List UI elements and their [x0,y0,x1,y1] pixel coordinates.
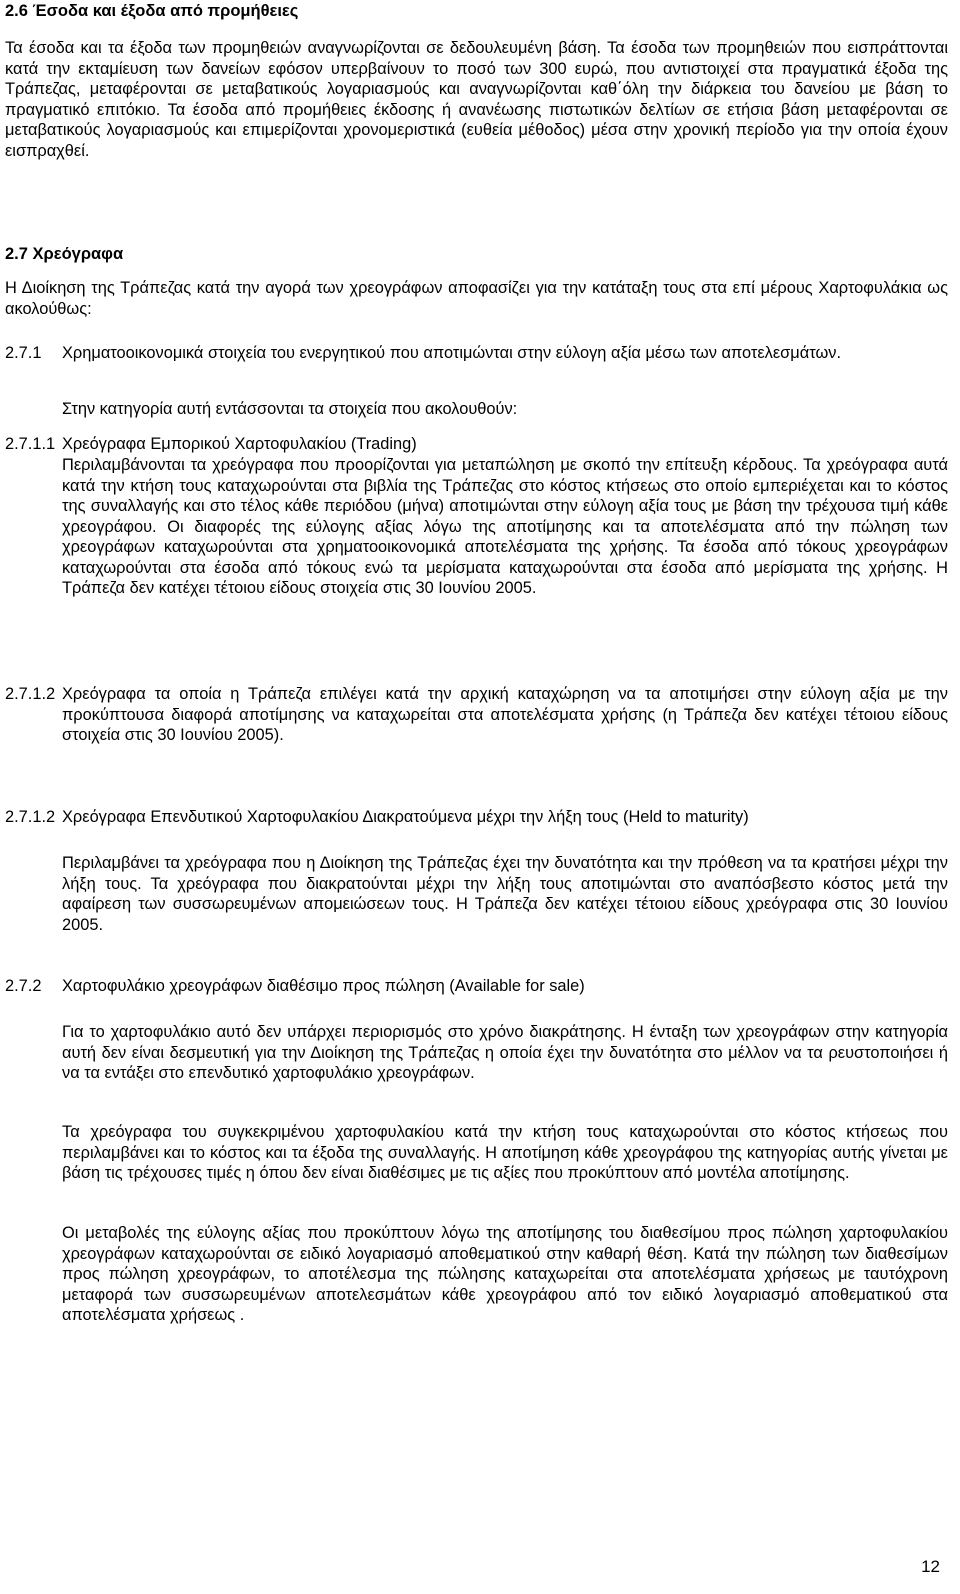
section-2-7-2-number: 2.7.2 [5,977,42,995]
section-2-7-intro: Η Διοίκηση της Τράπεζας κατά την αγορά των χρεογράφων αποφασίζει για την κατάταξη τους στα επί μέρους Χαρτοφυλάκια ως ακολούθως: [5,279,948,318]
section-2-6-title: 2.6 Έσοδα και έξοδα από προμήθειες [5,2,299,20]
section-2-7-1-2a-body: Χρεόγραφα τα οποία η Τράπεζα επιλέγει κατά την αρχική καταχώρηση να τα αποτιμήσει στην εύλογη αξία με την προκύπτουσα διαφορά αποτίμησης να καταχωρείται στα αποτελέσματα χρήσης (η Τράπεζα δεν κατέχει τέτοιου είδους στοιχεία στις 30 Ιουνίου 2005). [62,685,948,744]
section-2-7-title: 2.7 Χρεόγραφα [5,245,124,263]
section-2-7-2-paragraph-1: Για το χαρτοφυλάκιο αυτό δεν υπάρχει περιορισμός στο χρόνο διακράτησης. Η ένταξη των χρεογράφων στην κατηγορία αυτή δεν είναι δεσμευτική για την Διοίκηση της Τράπεζας η οποία έχει την δυνατότητα στο μέλλον να τα ρευστοποιήσει ή να τα εντάξει στο επενδυτικό χαρτοφυλάκιο χρεογράφων. [62,1023,948,1082]
section-2-7-2-paragraph-3: Οι μεταβολές της εύλογης αξίας που προκύπτουν λόγω της αποτίμησης του διαθεσίμου προς πώληση χαρτοφυλακίου χρεογράφων καταχωρούνται σε ειδικό λογαριασμό αποθεματικού στην καθαρή θέση. Κατά την πώληση των διαθεσίμων προς πώληση χρεογράφων, το αποτέλεσμα της πώλησης καταχωρείται στα αποτελέσματα χρήσεως με ταυτόχρονη μεταφορά των συσσωρευμένων αποτελεσμάτων κάθε χρεογράφου από τον ειδικό λογαριασμό αποθεματικού στα αποτελέσματα χρήσεως . [62,1224,948,1324]
section-2-7-2-heading: Χαρτοφυλάκιο χρεογράφων διαθέσιμο προς πώληση (Available for sale) [62,977,585,995]
section-2-7-1-1-body: Περιλαμβάνονται τα χρεόγραφα που προορίζονται για μεταπώληση με σκοπό την επίτευξη κέρδους. Τα χρεόγραφα αυτά κατά την κτήση τους καταχωρούνται στα βιβλία της Τράπεζας στο κόστος κτήσεως στο οποίο εμπεριέχεται και το κόστος της συναλλαγής και στο τέλος κάθε περιόδου (μήνα) αποτιμώνται στην εύλογη αξία τους με βάση την τρέχουσα τιμή κάθε χρεογράφου. Οι διαφορές της εύλογης αξίας λόγω της αποτίμησης και τα αποτελέσματα από την πώληση των χρεογράφων καταχωρούνται στα χρηματοοικονομικά αποτελέσματα της χρήσης. Τα έσοδα από τόκους χρεογράφων καταχωρούνται στα έσοδα από τόκους ενώ τα μερίσματα καταχωρούνται στα έσοδα από μερίσματα της χρήσης. Η Τράπεζα δεν κατέχει τέτοιου είδους στοιχεία στις 30 Ιουνίου 2005. [62,456,948,597]
section-2-7-1-2b-number: 2.7.1.2 [5,808,56,826]
section-2-7-1-2b-heading: Χρεόγραφα Επενδυτικού Χαρτοφυλακίου Διακρατούμενα μέχρι την λήξη τους (Held to maturity) [62,808,749,826]
section-2-7-1-1-number: 2.7.1.1 [5,435,56,453]
section-2-7-1-1-heading: Χρεόγραφα Εμπορικού Χαρτοφυλακίου (Trading) [62,435,417,453]
section-2-7-1-text: Χρηματοοικονομικά στοιχεία του ενεργητικού που αποτιμώνται στην εύλογη αξία μέσω των αποτελεσμάτων. [62,344,842,362]
section-2-6-body: Τα έσοδα και τα έξοδα των προμηθειών αναγνωρίζονται σε δεδουλευμένη βάση. Τα έσοδα των προμηθειών που εισπράττονται κατά την εκταμίευση των δανείων εφόσον υπερβαίνουν το ποσό των 300 ευρώ, που αντιστοιχεί στα πραγματικά έξοδα της Τράπεζας, μεταφέρονται σε μεταβατικούς λογαριασμούς και αναγνωρίζονται καθ΄όλη την διάρκεια του δανείου με βάση το πραγματικό επιτόκιο. Τα έσοδα από προμήθειες έκδοσης ή ανανέωσης πιστωτικών δελτίων σε ετήσια βάση μεταφέρονται σε μεταβατικούς λογαριασμούς και επιμερίζονται χρονομεριστικά (ευθεία μέθοδος) μέσα στην χρονική περίοδο για την οποία έχουν εισπραχθεί. [5,39,948,160]
section-2-7-1-2a-number: 2.7.1.2 [5,685,56,703]
section-2-7-1-2b-body: Περιλαμβάνει τα χρεόγραφα που η Διοίκηση της Τράπεζας έχει την δυνατότητα και την πρόθεση να τα κρατήσει μέχρι την λήξη τους. Τα χρεόγραφα που διακρατούνται μέχρι την λήξη τους αποτιμώνται στο αναπόσβεστο κόστος μετά την αφαίρεση των συσσωρευμένων απομειώσεων τους. Η Τράπεζα δεν κατέχει τέτοιου είδους χρεόγραφα στις 30 Ιουνίου 2005. [62,854,948,934]
section-2-7-1-number: 2.7.1 [5,344,42,362]
section-2-7-1-note: Στην κατηγορία αυτή εντάσσονται τα στοιχεία που ακολουθούν: [62,400,518,418]
page-number: 12 [921,1557,940,1576]
section-2-7-2-paragraph-2: Τα χρεόγραφα του συγκεκριμένου χαρτοφυλακίου κατά την κτήση τους καταχωρούνται στο κόστος κτήσεως που περιλαμβάνει και το κόστος και τα έξοδα της συναλλαγής. Η αποτίμηση κάθε χρεογράφου της κατηγορίας αυτής γίνεται με βάση τις τρέχουσες τιμές η όπου δεν είναι διαθέσιμες με τις αξίες που προκύπτουν από μοντέλα αποτίμησης. [62,1123,948,1182]
